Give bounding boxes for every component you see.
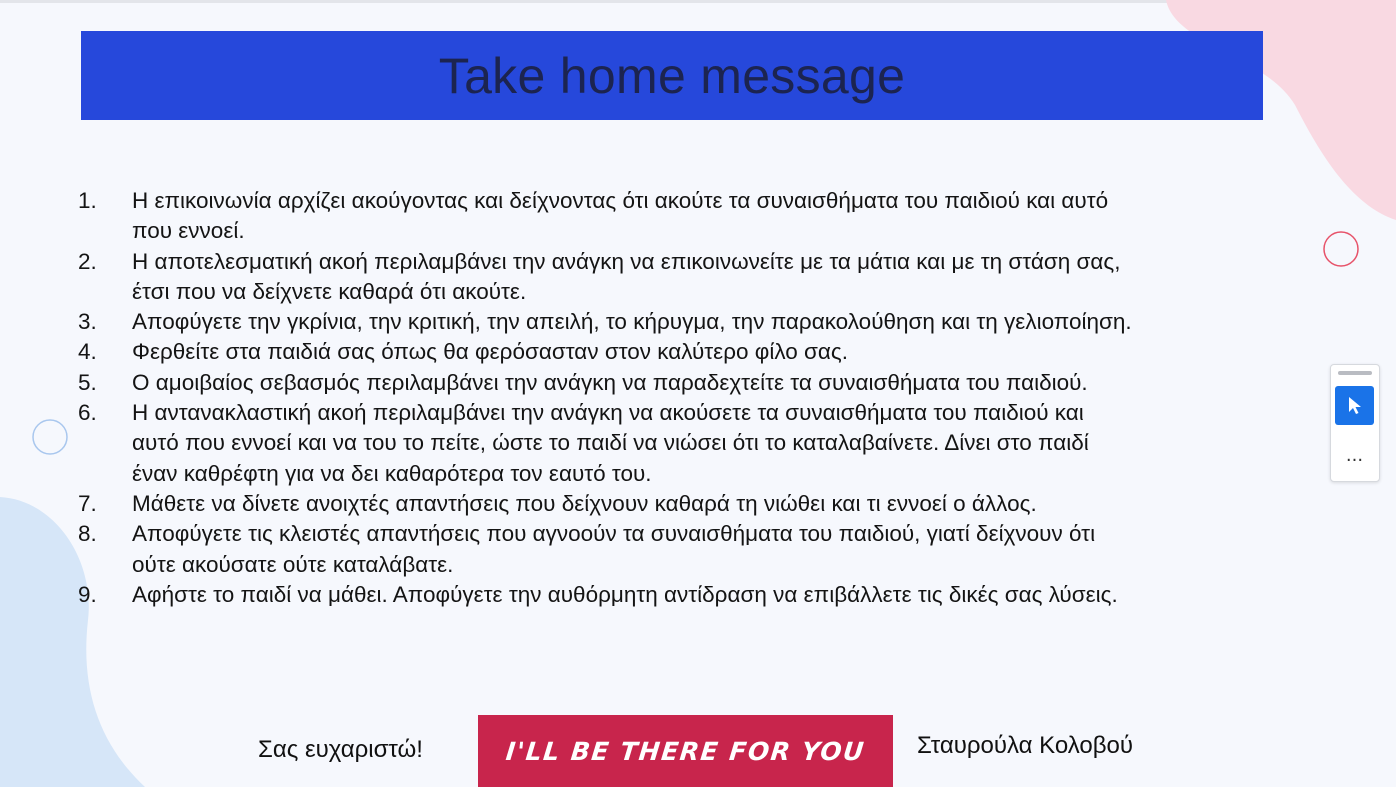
list-item-text: Ο αμοιβαίος σεβασμός περιλαμβάνει την ανάγκη να παραδεχτείτε τα συναισθήματα του παιδιού. bbox=[132, 369, 1088, 395]
list-item-text: Αποφύγετε την γκρίνια, την κριτική, την απειλή, το κήρυγμα, την παρακολούθηση και τη γελιοποίηση. bbox=[132, 309, 1132, 335]
thanks-text: Σας ευχαριστώ! bbox=[258, 736, 423, 763]
list-item bbox=[78, 580, 1273, 610]
list-item-text: Μάθετε να δίνετε ανοιχτές απαντήσεις που δείχνουν καθαρά τη νιώθει και τι εννοεί ο άλλος. bbox=[132, 490, 1037, 516]
list-item bbox=[78, 337, 1273, 367]
list-item-text: Αποφύγετε τις κλειστές απαντήσεις που αγνοούν τα συναισθήματα του παιδιού, γιατί δείχνουν ότι bbox=[132, 521, 1096, 547]
list-item bbox=[78, 489, 1273, 519]
list-item-text-continued: έτσι που να δείχνετε καθαρά ότι ακούτε. bbox=[132, 278, 527, 304]
brand-banner-image bbox=[478, 715, 893, 787]
blue-ring-shape bbox=[33, 420, 67, 454]
list-item-number: 8. bbox=[78, 521, 97, 547]
list-item-text: Φερθείτε στα παιδιά σας όπως θα φερόσασταν στον καλύτερο φίλο σας. bbox=[132, 339, 849, 365]
toolbar-drag-handle[interactable] bbox=[1338, 371, 1372, 375]
list-item-number: 2. bbox=[78, 248, 97, 274]
list-item-number: 6. bbox=[78, 400, 97, 426]
title-banner bbox=[81, 31, 1263, 120]
list-item bbox=[78, 307, 1273, 337]
list-item-number: 4. bbox=[78, 339, 97, 365]
floating-toolbar bbox=[1330, 364, 1380, 482]
list-item-number: 3. bbox=[78, 309, 97, 335]
list-item bbox=[78, 368, 1273, 398]
list-item bbox=[78, 186, 1273, 247]
list-item bbox=[78, 519, 1273, 580]
slide-title: Take home message bbox=[438, 47, 906, 104]
list-item-text: Η αντανακλαστική ακοή περιλαμβάνει την ανάγκη να ακούσετε τα συναισθήματα του παιδιού και bbox=[132, 400, 1084, 426]
list-item bbox=[78, 247, 1273, 308]
list-item-number: 1. bbox=[78, 188, 97, 213]
more-options-button[interactable]: ... bbox=[1345, 444, 1364, 466]
message-list bbox=[78, 186, 1273, 610]
list-item-text-continued: που εννοεί. bbox=[132, 218, 245, 244]
list-item bbox=[78, 398, 1273, 489]
author-name: Σταυρούλα Κολοβού bbox=[917, 732, 1133, 759]
red-ring-shape bbox=[1324, 232, 1358, 266]
cursor-arrow-icon bbox=[1346, 396, 1364, 416]
list-item-text-continued: ούτε ακούσατε ούτε καταλάβατε. bbox=[132, 551, 454, 577]
list-item-text-continued: αυτό που εννοεί και να του το πείτε, ώστε το παιδί να νιώσει ότι το καταλαβαίνετε. Δίνει στο παιδί bbox=[132, 430, 1089, 456]
list-item-text: Αφήστε το παιδί να μάθει. Αποφύγετε την αυθόρμητη αντίδραση να επιβάλλετε τις δικές σας λύσεις. bbox=[132, 581, 1118, 607]
list-item-number: 9. bbox=[78, 581, 97, 607]
list-item-text: Η επικοινωνία αρχίζει ακούγοντας και δείχνοντας ότι ακούτε τα συναισθήματα του παιδιού και αυτό bbox=[132, 188, 1109, 213]
list-item-text: Η αποτελεσματική ακοή περιλαμβάνει την ανάγκη να επικοινωνείτε με τα μάτια και με τη στάση σας, bbox=[132, 248, 1121, 274]
list-item-text-continued: έναν καθρέφτη για να δει καθαρότερα τον εαυτό του. bbox=[132, 460, 652, 486]
list-item-number: 7. bbox=[78, 490, 97, 516]
pointer-tool-button[interactable] bbox=[1335, 386, 1374, 425]
brand-banner-text: I'LL BE THERE FOR YOU bbox=[504, 736, 867, 766]
list-item-number: 5. bbox=[78, 369, 97, 395]
